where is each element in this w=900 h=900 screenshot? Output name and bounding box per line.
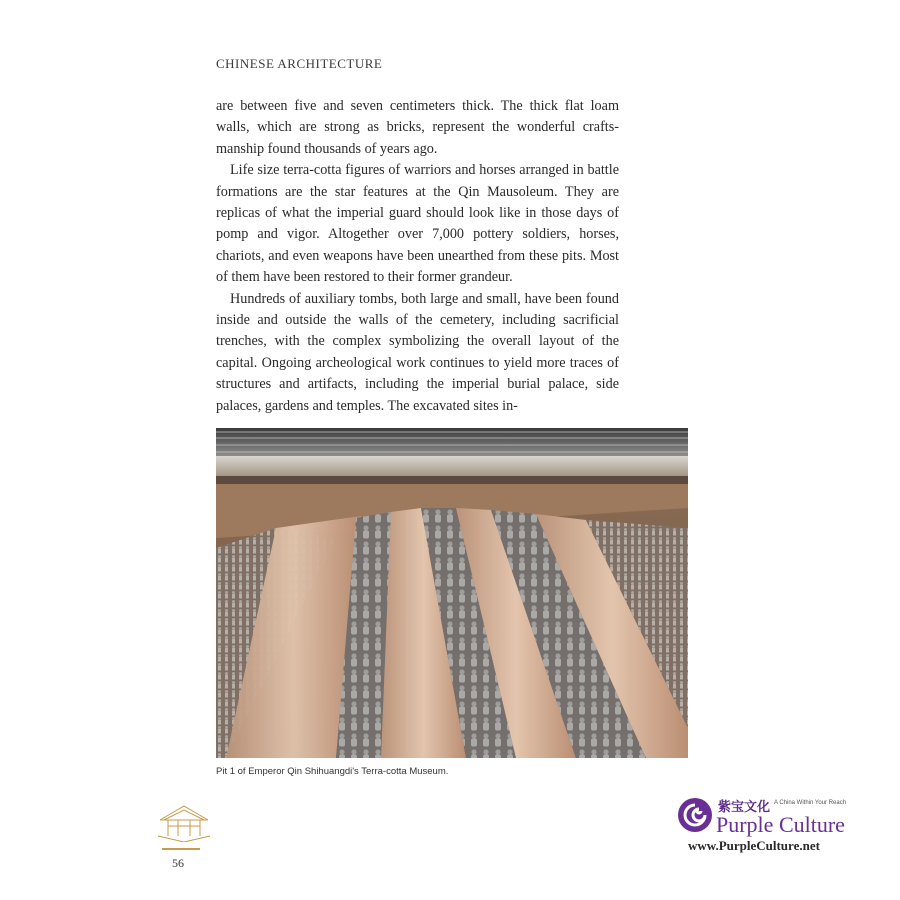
pavilion-line-drawing-icon (156, 802, 212, 842)
terracotta-pit-photo (216, 428, 688, 758)
watermark-chinese: 紫宝文化 (718, 800, 771, 815)
figure-caption: Pit 1 of Emperor Qin Shihuangdi's Terra-cotta Museum. (216, 766, 449, 777)
paragraph-1: are between five and seven centimeters thick. The thick flat loam walls, which are strong as bricks, represent the wonderful craftsmanship found thousands of years ago. (216, 98, 619, 157)
watermark-tagline: A China Within Your Reach (774, 800, 847, 806)
watermark-name: Purple Culture (716, 812, 845, 837)
paragraph-2: Life size terra-cotta figures of warriors and horses arranged in battle formations are the star features at the Qin Mausoleum. They are replicas of what the imperial guard should look like in those days of pomp and vigor. Altogether over 7,000 pottery soldiers, horses, chariots, and even weapons have been unearthed from these pits. Most of them have been restored to their former grandeur. (216, 162, 619, 286)
paragraph-3: Hundreds of auxiliary tombs, both large and small, have been found inside and outside the walls of the cemetery, including sacrificial trenches, with the complex symbolizing the overall layout of the capital. Ongoing archeological work continues to yield more traces of structures and artifacts, including the imperial burial palace, side palaces, gardens and temples. The excavated sites in- (216, 290, 619, 414)
watermark-url: www.PurpleCulture.net (688, 838, 820, 853)
purple-culture-logo-icon (676, 796, 714, 834)
folio-rule (162, 848, 200, 850)
page-number: 56 (172, 856, 184, 870)
running-head: CHINESE ARCHITECTURE (216, 56, 383, 71)
body-text (216, 96, 619, 417)
